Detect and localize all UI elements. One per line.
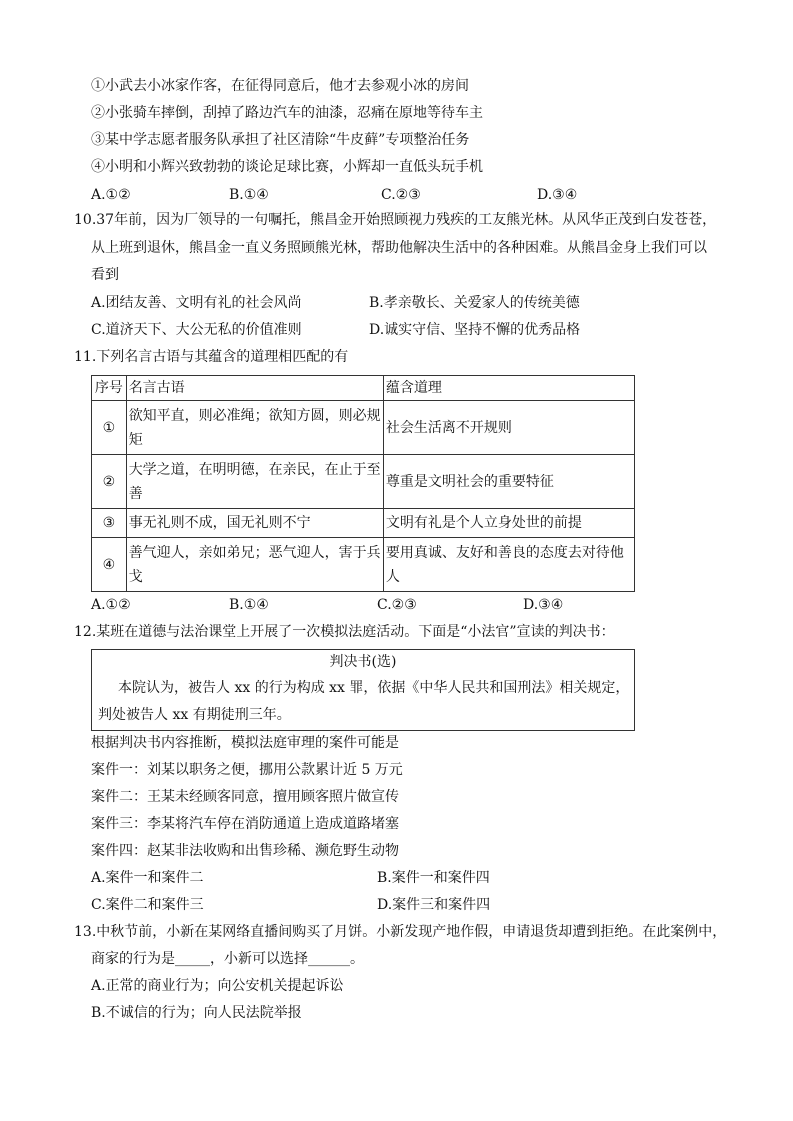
q11-option-d: D.③④ <box>523 597 564 613</box>
q12-option-b: B.案件一和案件四 <box>377 870 490 886</box>
q11-stem: 11.下列名言古语与其蕴含的道理相匹配的有 <box>74 349 349 365</box>
row-quote: 善气迎人，亲如弟兄；恶气迎人，害于兵戈 <box>126 538 383 592</box>
verdict-box <box>91 649 635 731</box>
q10-stem-line3: 看到 <box>91 267 119 283</box>
q12-stem: 12.某班在道德与法治课堂上开展了一次模拟法庭活动。下面是“小法官”宣读的判决书： <box>74 624 615 640</box>
q13-stem-line2: 商家的行为是_____，小新可以选择______。 <box>91 951 364 967</box>
q13-option-b: B.不诚信的行为；向人民法院举报 <box>91 1005 302 1021</box>
row-quote: 大学之道，在明明德，在亲民，在止于至善 <box>126 455 383 509</box>
q11-option-a: A.①② <box>91 597 131 613</box>
row-number: ② <box>92 455 127 509</box>
q11-option-b: B.①④ <box>229 597 269 613</box>
verdict-text-line1: 本院认为，被告人 xx 的行为构成 xx 罪，依据《中华人民共和国刑法》相关规定， <box>118 680 630 696</box>
row-number: ① <box>92 401 127 455</box>
header-quote: 名言古语 <box>126 376 383 401</box>
row-meaning: 社会生活离不开规则 <box>383 401 634 455</box>
header-meaning: 蕴含道理 <box>383 376 634 401</box>
q12-option-a: A.案件一和案件二 <box>91 870 204 886</box>
row-quote: 事无礼则不成，国无礼则不宁 <box>126 509 383 538</box>
table-row <box>92 509 635 538</box>
q10-stem-line2: 从上班到退休，熊昌金一直义务照顾熊光林，帮助他解决生活中的各种困难。从熊昌金身上我们可以 <box>91 240 707 256</box>
intro-item-2: ②小张骑车摔倒，刮掉了路边汽车的油漆，忍痛在原地等待车主 <box>91 105 483 121</box>
verdict-title: 判决书(选) <box>329 654 397 670</box>
table-header-row <box>92 376 635 401</box>
row-meaning: 尊重是文明社会的重要特征 <box>383 455 634 509</box>
q9-option-a: A.①② <box>91 187 131 203</box>
verdict-text-line2: 判处被告人 xx 有期徒刑三年。 <box>98 707 291 723</box>
q9-option-c: C.②③ <box>381 187 421 203</box>
q12-option-d: D.案件三和案件四 <box>377 897 491 913</box>
q12-option-c: C.案件二和案件三 <box>91 897 204 913</box>
intro-item-1: ①小武去小冰家作客，在征得同意后，他才去参观小冰的房间 <box>91 78 469 94</box>
row-quote: 欲知平直，则必准绳；欲知方圆，则必规矩 <box>126 401 383 455</box>
table-row <box>92 455 635 509</box>
quotes-table <box>91 375 635 592</box>
q9-option-b: B.①④ <box>229 187 269 203</box>
table-row <box>92 538 635 592</box>
row-meaning: 文明有礼是个人立身处世的前提 <box>383 509 634 538</box>
intro-item-4: ④小明和小辉兴致勃勃的谈论足球比赛，小辉却一直低头玩手机 <box>91 159 483 175</box>
q10-option-d: D.诚实守信、坚持不懈的优秀品格 <box>369 322 581 338</box>
header-number: 序号 <box>92 376 127 401</box>
case-item-2: 案件二：王某未经顾客同意，擅用顾客照片做宣传 <box>91 789 399 805</box>
q10-option-b: B.孝亲敬长、关爱家人的传统美德 <box>369 295 580 311</box>
q10-option-a: A.团结友善、文明有礼的社会风尚 <box>91 295 302 311</box>
q9-option-d: D.③④ <box>537 187 578 203</box>
case-item-4: 案件四：赵某非法收购和出售珍稀、濒危野生动物 <box>91 843 399 859</box>
row-number: ③ <box>92 509 127 538</box>
q13-option-a: A.正常的商业行为；向公安机关提起诉讼 <box>91 978 344 994</box>
table-row <box>92 401 635 455</box>
row-number: ④ <box>92 538 127 592</box>
q10-stem-line1: 10.37年前，因为厂领导的一句嘱托，熊昌金开始照顾视力残疾的工友熊光林。从风华正茂到白发苍苍， <box>74 212 717 228</box>
q13-stem-line1: 13.中秋节前，小新在某网络直播间购买了月饼。小新发现产地作假，申请退货却遭到拒绝。在此案例中， <box>74 924 727 940</box>
q12-prompt: 根据判决书内容推断，模拟法庭审理的案件可能是 <box>91 735 399 751</box>
case-item-1: 案件一：刘某以职务之便，挪用公款累计近 5 万元 <box>91 762 403 778</box>
case-item-3: 案件三：李某将汽车停在消防通道上造成道路堵塞 <box>91 816 399 832</box>
row-meaning: 要用真诚、友好和善良的态度去对待他人 <box>383 538 634 592</box>
intro-item-3: ③某中学志愿者服务队承担了社区清除“牛皮藓”专项整治任务 <box>91 132 470 148</box>
q10-option-c: C.道济天下、大公无私的价值准则 <box>91 322 302 338</box>
q11-option-c: C.②③ <box>377 597 417 613</box>
